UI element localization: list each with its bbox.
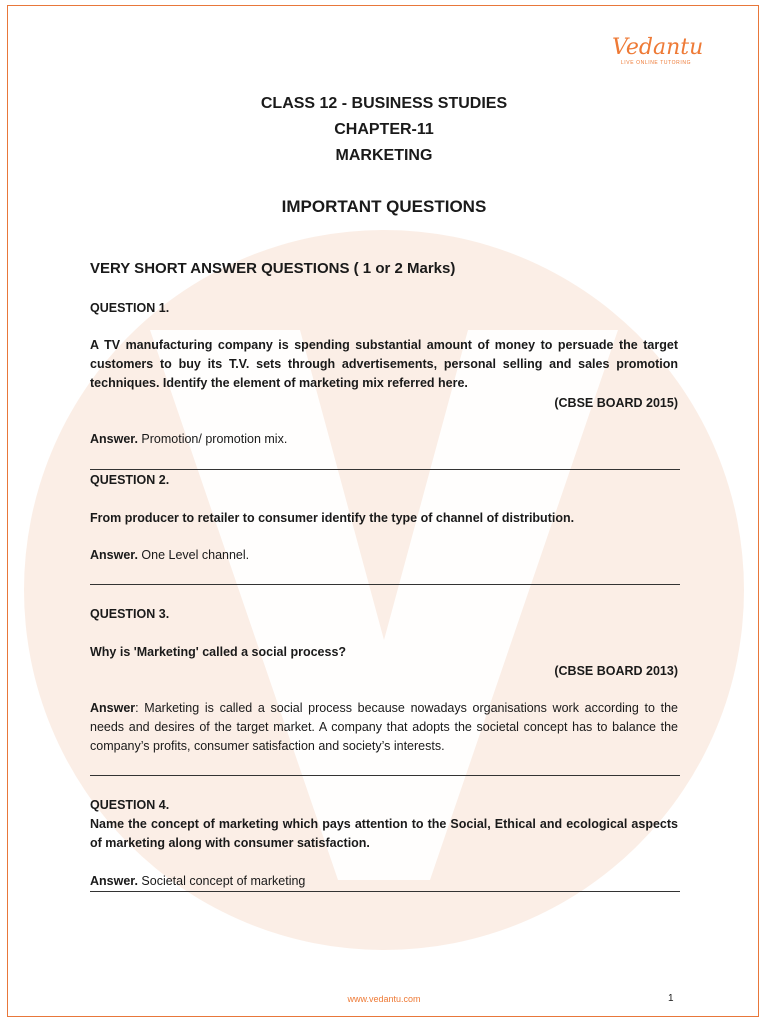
question-1-label: QUESTION 1. — [90, 301, 170, 315]
question-1-answer — [90, 430, 287, 449]
question-4-answer — [90, 872, 305, 891]
answer-label: Answer. — [90, 432, 138, 446]
subsection-title: VERY SHORT ANSWER QUESTIONS ( 1 or 2 Marks) — [90, 260, 456, 277]
answer-text: Societal concept of marketing — [137, 874, 306, 888]
divider — [90, 891, 680, 892]
answer-label: Answer — [90, 701, 136, 715]
question-3-label: QUESTION 3. — [90, 607, 170, 621]
answer-text: One Level channel. — [137, 548, 250, 562]
divider — [90, 584, 680, 585]
chapter-name: MARKETING — [335, 147, 433, 164]
logo-tagline: LIVE ONLINE TUTORING — [620, 60, 692, 66]
question-1-source: (CBSE BOARD 2015) — [554, 396, 678, 410]
question-2-label: QUESTION 2. — [90, 473, 170, 487]
logo-wordmark: Vedantu — [612, 35, 704, 60]
question-3-text: Why is 'Marketing' called a social process? — [90, 645, 347, 659]
question-4-label: QUESTION 4. — [90, 798, 170, 812]
question-2-text: From producer to retailer to consumer identify the type of channel of distribution. — [90, 511, 575, 525]
divider — [90, 469, 680, 470]
vedantu-logo — [612, 35, 704, 67]
section-title: IMPORTANT QUESTIONS — [281, 197, 487, 216]
footer-website-link[interactable]: www.vedantu.com — [347, 994, 421, 1004]
divider — [90, 775, 680, 776]
class-title: CLASS 12 - BUSINESS STUDIES — [260, 95, 508, 112]
question-4-text: Name the concept of marketing which pays attention to the Social, Ethical and ecological aspects of marketing along with consumer satisfaction. — [90, 817, 678, 850]
answer-text: : Marketing is called a social process because nowadays organisations work according to the needs and desires of the target market. A company that adopts the societal concept has to balance the company’s profits, consumer satisfaction and society’s interests. — [90, 701, 678, 753]
page-number: 1 — [668, 993, 674, 1004]
question-3-source: (CBSE BOARD 2013) — [554, 664, 678, 678]
question-1-text: A TV manufacturing company is spending substantial amount of money to persuade the target customers to buy its T.V. sets through advertisements, personal selling and sales promotion techniques. Identify the element of marketing mix referred here. — [90, 338, 678, 390]
chapter-title: CHAPTER-11 — [334, 121, 434, 138]
answer-label: Answer. — [90, 874, 138, 888]
question-2-answer — [90, 546, 249, 565]
answer-label: Answer. — [90, 548, 138, 562]
answer-text: Promotion/ promotion mix. — [137, 432, 288, 446]
question-3-answer — [90, 699, 678, 756]
